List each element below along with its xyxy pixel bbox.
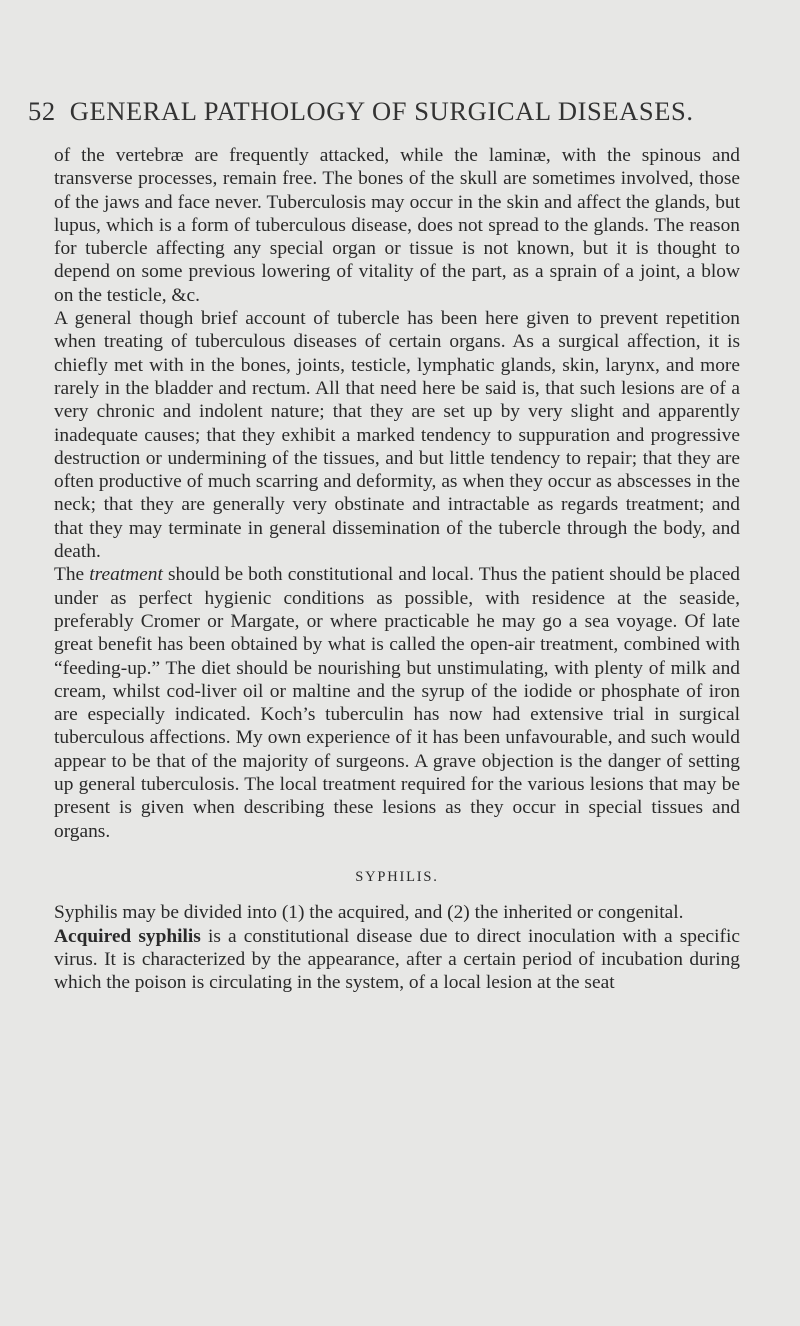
treatment-start: The (54, 564, 90, 586)
paragraph-acquired-syphilis (54, 925, 740, 995)
paragraph-tubercle-sites: of the vertebræ are frequently attacked, while the laminæ, with the spinous and transverse processes, remain free. The bones of the skull are sometimes involved, those of the jaws and face never. Tuberculosis may occur in the skin and affect the glands, but lupus, which is a form of tuberculous disease, does not spread to the glands. The reason for tubercle affecting any special organ or tissue is not known, but it is thought to depend on some previous lowering of vitality of the part, as a sprain of a joint, a blow on the testicle, &c. (54, 145, 740, 306)
paragraph-treatment (54, 563, 740, 843)
running-head (28, 96, 768, 127)
acquired-syphilis-rest: is a constitutional disease due to direct inoculation with a specific virus. It is characterized by the appearance, after a certain period of incubation during which the poison is circulating in the system, of a local lesion at the seat (54, 925, 741, 994)
acquired-syphilis-term: Acquired syphilis (54, 925, 201, 947)
page-number: 52 (28, 96, 56, 126)
treatment-term: treatment (89, 564, 163, 586)
section-heading: SYPHILIS. (355, 868, 439, 885)
paragraph-syphilis-division: Syphilis may be divided into (1) the acquired, and (2) the inherited or congenital. (54, 902, 684, 924)
treatment-rest: should be both constitutional and local. Thus the patient should be placed under as perfect hygienic conditions as possible, with residence at the seaside, preferably Cromer or Margate, or where practicable he may go a sea voyage. Of late great benefit has been obtained by what is called the open-air treatment, combined with “feeding-up.” The diet should be nourishing but unstimulating, with plenty of milk and cream, whilst cod-liver oil or maltine and the syrup of the iodide or phosphate of iron are especially indicated. Koch’s tuberculin has now had extensive trial in surgical tuberculous affections. My own experience of it has been unfavourable, and such would appear to be that of the majority of surgeons. A grave objection is the danger of setting up general tuberculosis. The local treatment required for the various lesions that may be present is given when describing these lesions as they occur in special tissues and organs. (54, 564, 741, 842)
body-text (54, 144, 740, 994)
page-header-title: GENERAL PATHOLOGY OF SURGICAL DISEASES. (69, 96, 694, 126)
paragraph-tubercle-account: A general though brief account of tubercle has been here given to prevent repetition when treating of tuberculous diseases of certain organs. As a surgical affection, it is chiefly met with in the bones, joints, testicle, lymphatic glands, skin, larynx, and more rarely in the bladder and rectum. All that need here be said is, that such lesions are of a very chronic and indolent nature; that they are set up by very slight and apparently inadequate causes; that they exhibit a marked tendency to suppuration and progressive destruction or undermining of the tissues, and but little tendency to repair; that they are often productive of much scarring and deformity, as when they occur as abscesses in the neck; that they are generally very obstinate and intractable as regards treatment; and that they may terminate in general dissemination of the tubercle through the body, and death. (54, 308, 740, 563)
